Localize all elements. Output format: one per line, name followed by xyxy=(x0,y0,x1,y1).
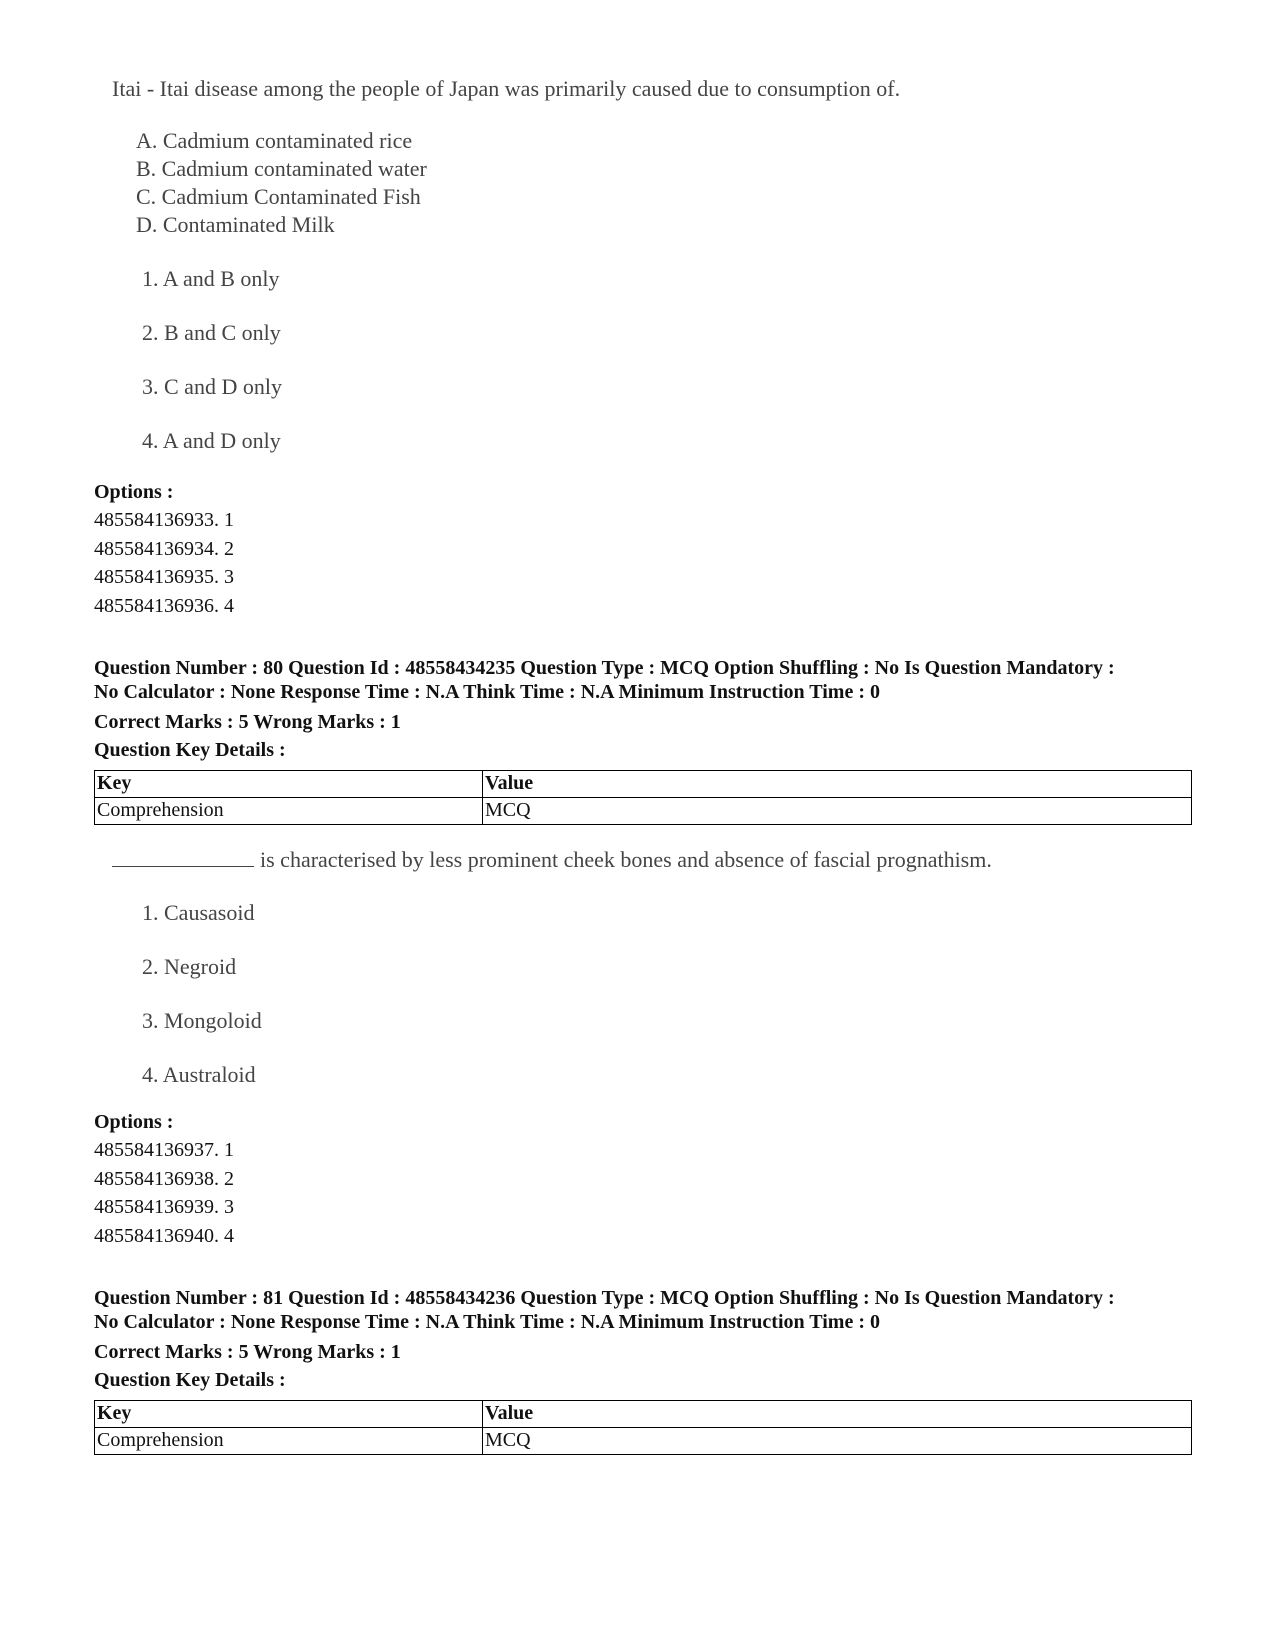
key-details-label: Question Key Details : xyxy=(94,1369,286,1391)
choice-a: A. Cadmium contaminated rice xyxy=(136,128,413,153)
option-row: 485584136935. 3 xyxy=(94,566,234,589)
option-row: 485584136938. 2 xyxy=(94,1167,234,1190)
choice-b: B. Cadmium contaminated water xyxy=(136,156,427,181)
choice-c: C. Cadmium Contaminated Fish xyxy=(136,184,421,209)
cell-value: MCQ xyxy=(483,1428,1192,1455)
stem-blank xyxy=(112,846,254,867)
answer-1: 1. A and B only xyxy=(142,266,280,291)
question-81-meta xyxy=(94,1286,1115,1394)
cell-value: MCQ xyxy=(483,798,1192,825)
question-meta-line: Question Number : 80 Question Id : 48558434235 Question Type : MCQ Option Shuffling : No Is Question Mandatory : xyxy=(94,657,1115,679)
options-label: Options : xyxy=(94,1111,174,1133)
answer-3: 3. C and D only xyxy=(142,374,282,399)
option-row: 485584136934. 2 xyxy=(94,537,234,560)
answer-1: 1. Causasoid xyxy=(142,900,255,925)
answer-2: 2. Negroid xyxy=(142,954,237,979)
question-81-key-table xyxy=(94,1400,1192,1455)
table-row xyxy=(95,798,1192,825)
option-row: 485584136937. 1 xyxy=(94,1139,234,1161)
stem-text: is characterised by less prominent cheek bones and absence of fascial prognathism. xyxy=(260,847,992,872)
question-79-options xyxy=(94,478,234,620)
question-80-stem xyxy=(112,846,992,873)
key-details-label: Question Key Details : xyxy=(94,739,286,761)
header-key: Key xyxy=(95,1401,483,1428)
option-row: 485584136940. 4 xyxy=(94,1224,234,1247)
answer-4: 4. Australoid xyxy=(142,1062,256,1087)
question-80-meta xyxy=(94,656,1115,764)
options-label: Options : xyxy=(94,481,174,503)
header-value: Value xyxy=(483,771,1192,798)
header-key: Key xyxy=(95,771,483,798)
question-80-key-table xyxy=(94,770,1192,825)
question-meta-line: No Calculator : None Response Time : N.A Think Time : N.A Minimum Instruction Time : 0 xyxy=(94,681,880,703)
option-row: 485584136939. 3 xyxy=(94,1196,234,1219)
marks-line: Correct Marks : 5 Wrong Marks : 1 xyxy=(94,711,401,733)
cell-key: Comprehension xyxy=(95,798,483,825)
question-meta-line: No Calculator : None Response Time : N.A Think Time : N.A Minimum Instruction Time : 0 xyxy=(94,1311,880,1333)
answer-3: 3. Mongoloid xyxy=(142,1008,262,1033)
question-meta-line: Question Number : 81 Question Id : 48558434236 Question Type : MCQ Option Shuffling : No Is Question Mandatory : xyxy=(94,1287,1115,1309)
marks-line: Correct Marks : 5 Wrong Marks : 1 xyxy=(94,1341,401,1363)
header-value: Value xyxy=(483,1401,1192,1428)
table-header-row xyxy=(95,771,1192,798)
table-header-row xyxy=(95,1401,1192,1428)
answer-4: 4. A and D only xyxy=(142,428,281,453)
option-row: 485584136933. 1 xyxy=(94,509,234,531)
question-79-stem: Itai - Itai disease among the people of Japan was primarily caused due to consumption of. xyxy=(112,76,901,101)
table-row xyxy=(95,1428,1192,1455)
answer-2: 2. B and C only xyxy=(142,320,281,345)
question-80-options xyxy=(94,1108,234,1250)
choice-d: D. Contaminated Milk xyxy=(136,212,335,237)
cell-key: Comprehension xyxy=(95,1428,483,1455)
option-row: 485584136936. 4 xyxy=(94,594,234,617)
